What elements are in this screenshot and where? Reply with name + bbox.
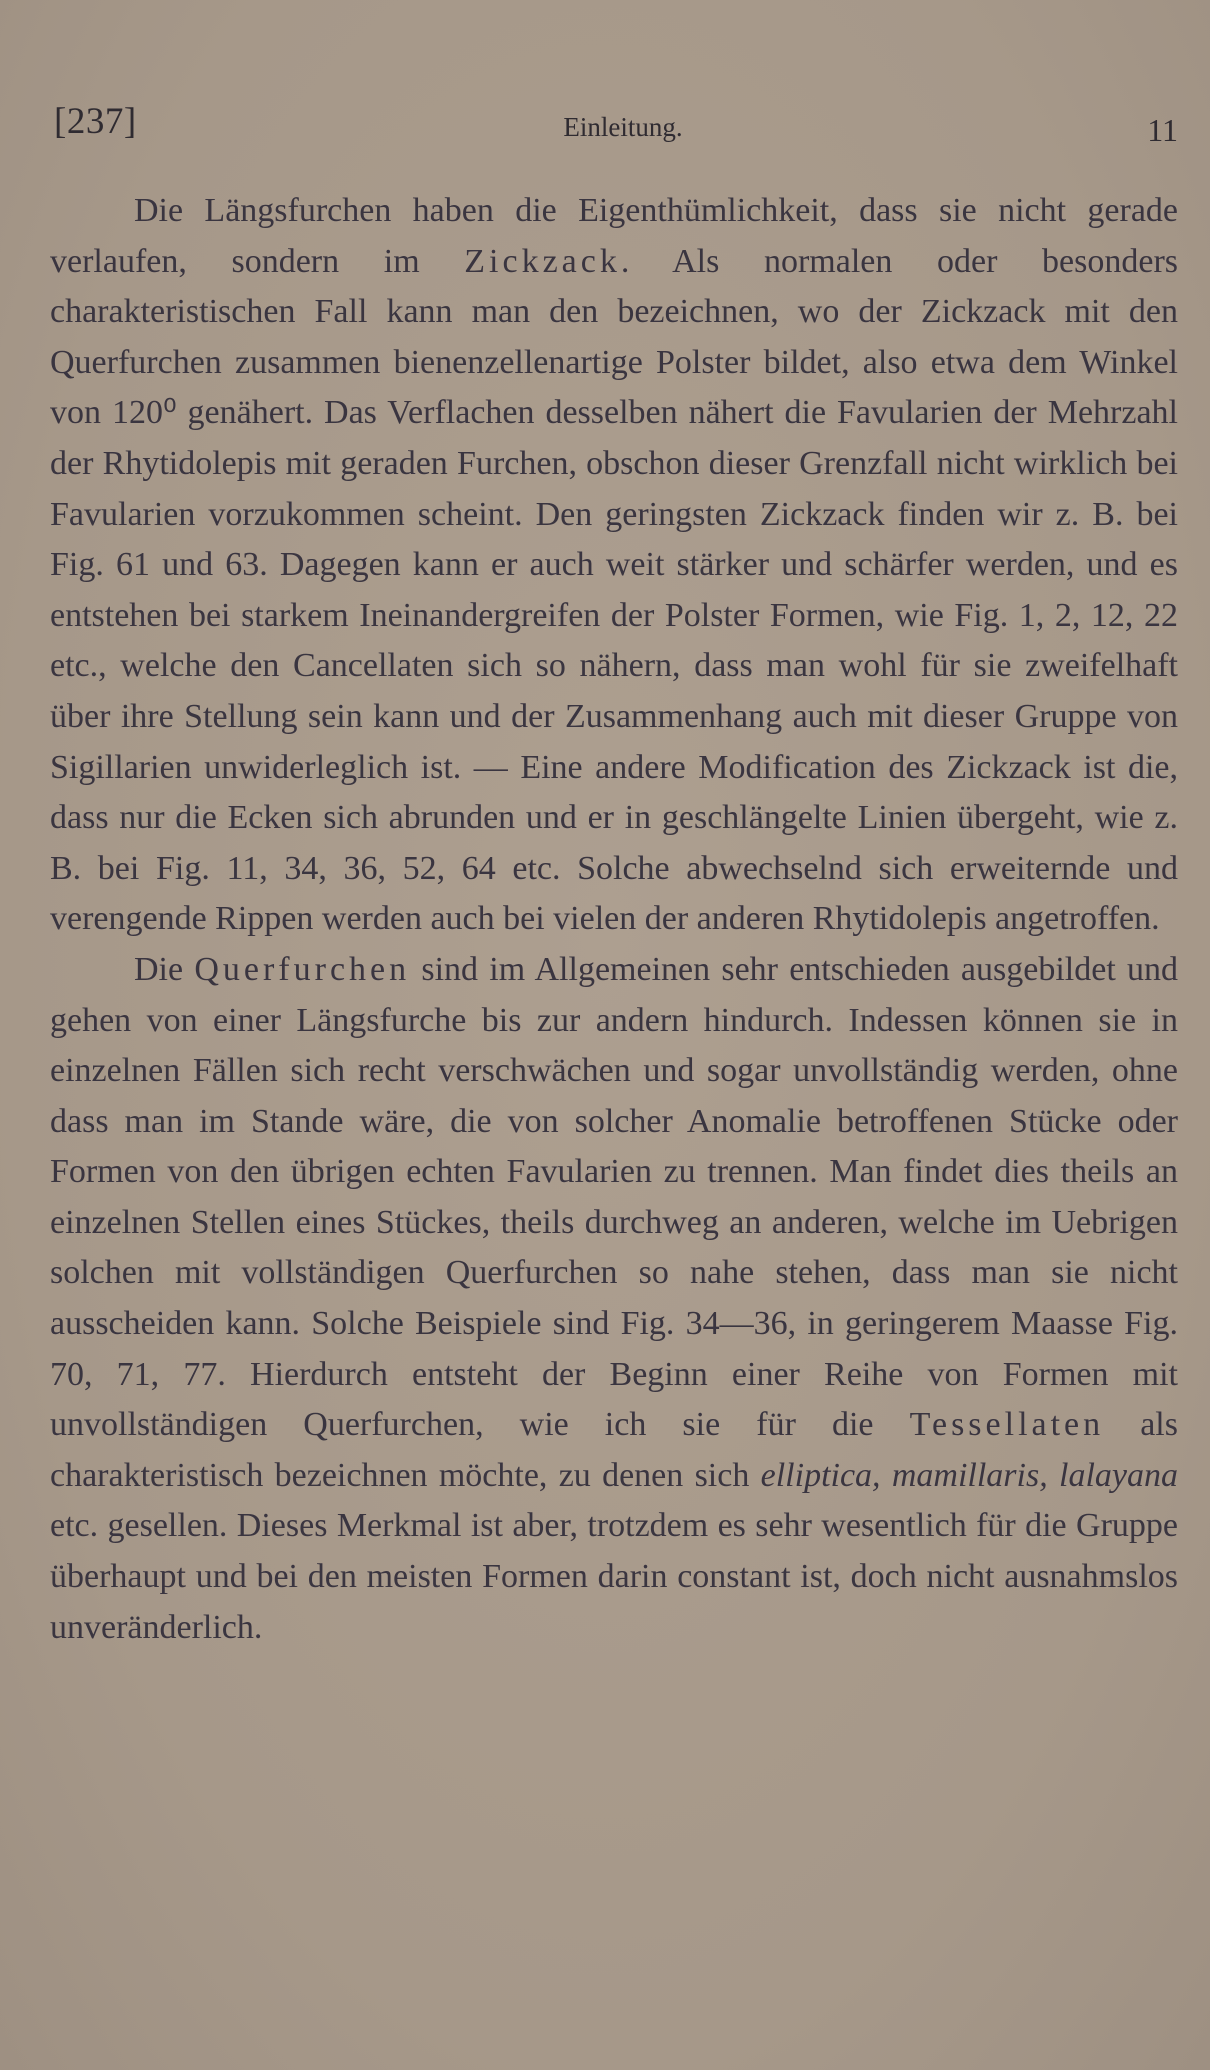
emphasized-term: Zickzack xyxy=(464,242,621,280)
text-run: etc. gesellen. Dieses Merkmal ist aber, trotzdem es sehr wesentlich für die Gruppe überhaupt und bei den meisten Formen darin constant ist, doch nicht ausnahmslos unveränderlich. xyxy=(50,1507,1178,1646)
running-title: Einleitung. xyxy=(563,112,683,142)
page-header xyxy=(54,100,1178,160)
text-run: Die Längsfurchen haben die Eigenthümlichkeit, dass sie nicht gerade verlaufen, sondern im xyxy=(50,192,1178,280)
text-run: sind im Allgemeinen sehr entschieden ausgebildet und gehen von einer Längsfurche bis zur andern hindurch. Indessen können sie in einzelnen Fällen sich recht verschwächen und sogar unvollständig werden, ohne dass man im Stande wäre, die von solcher Anomalie betroffenen Stücke oder Formen von den übrigen echten Favularien zu trennen. Man findet dies theils an einzelnen Stellen eines Stückes, theils durchweg an anderen, welche im Uebrigen solchen mit vollständigen Querfurchen so nahe stehen, dass man sie nicht ausscheiden kann. Solche Beispiele sind Fig. 34—36, in geringerem Maasse Fig. 70, 71, 77. Hierdurch entsteht der Beginn einer Reihe von Formen mit unvollständigen Querfurchen, wie ich sie für die xyxy=(50,950,1179,1444)
text-run: . Als normalen oder besonders charakteristischen Fall kann man den bezeichnen, wo der Zickzack mit den Querfurchen zusammen bienenzellenartige Polster bildet, also etwa dem Winkel von 120⁰ genähert. Das Verflachen desselben nähert die Favularien der Mehrzahl der Rhytidolepis mit geraden Furchen, obschon dieser Grenzfall nicht wirklich bei Favularien vorzukommen scheint. Den geringsten Zickzack finden wir z. B. bei Fig. 61 und 63. Dagegen kann er auch weit stärker und schärfer werden, und es entstehen bei starkem Ineinandergreifen der Polster Formen, wie Fig. 1, 2, 12, 22 etc., welche den Cancellaten sich so nähern, dass man wohl für sie zweifelhaft über ihre Stellung sein kann und der Zusammenhang auch mit dieser Gruppe von Sigillarien unwiderleglich ist. — Eine andere Modification des Zickzack ist die, dass nur die Ecken sich abrunden und er in geschlängelte Linien übergeht, wie z. B. bei Fig. 11, 34, 36, 52, 64 etc. Solche abwechselnd sich erweiternde und verengende Rippen werden auch bei vielen der anderen Rhytidolepis angetroffen. xyxy=(50,242,1178,938)
species-names: elliptica, mamillaris, lalayana xyxy=(760,1456,1178,1494)
paragraph xyxy=(50,945,1178,1653)
emphasized-term: Tessellaten xyxy=(909,1406,1105,1444)
page-reference: [237] xyxy=(54,101,137,142)
page-number: 11 xyxy=(1147,112,1178,148)
body-text xyxy=(50,186,1178,1653)
text-run: als charakteristisch bezeichnen möchte, zu denen sich xyxy=(50,1406,1178,1494)
emphasized-term: Querfurchen xyxy=(194,950,411,988)
paragraph xyxy=(50,186,1178,945)
text-run: Die xyxy=(134,950,195,988)
